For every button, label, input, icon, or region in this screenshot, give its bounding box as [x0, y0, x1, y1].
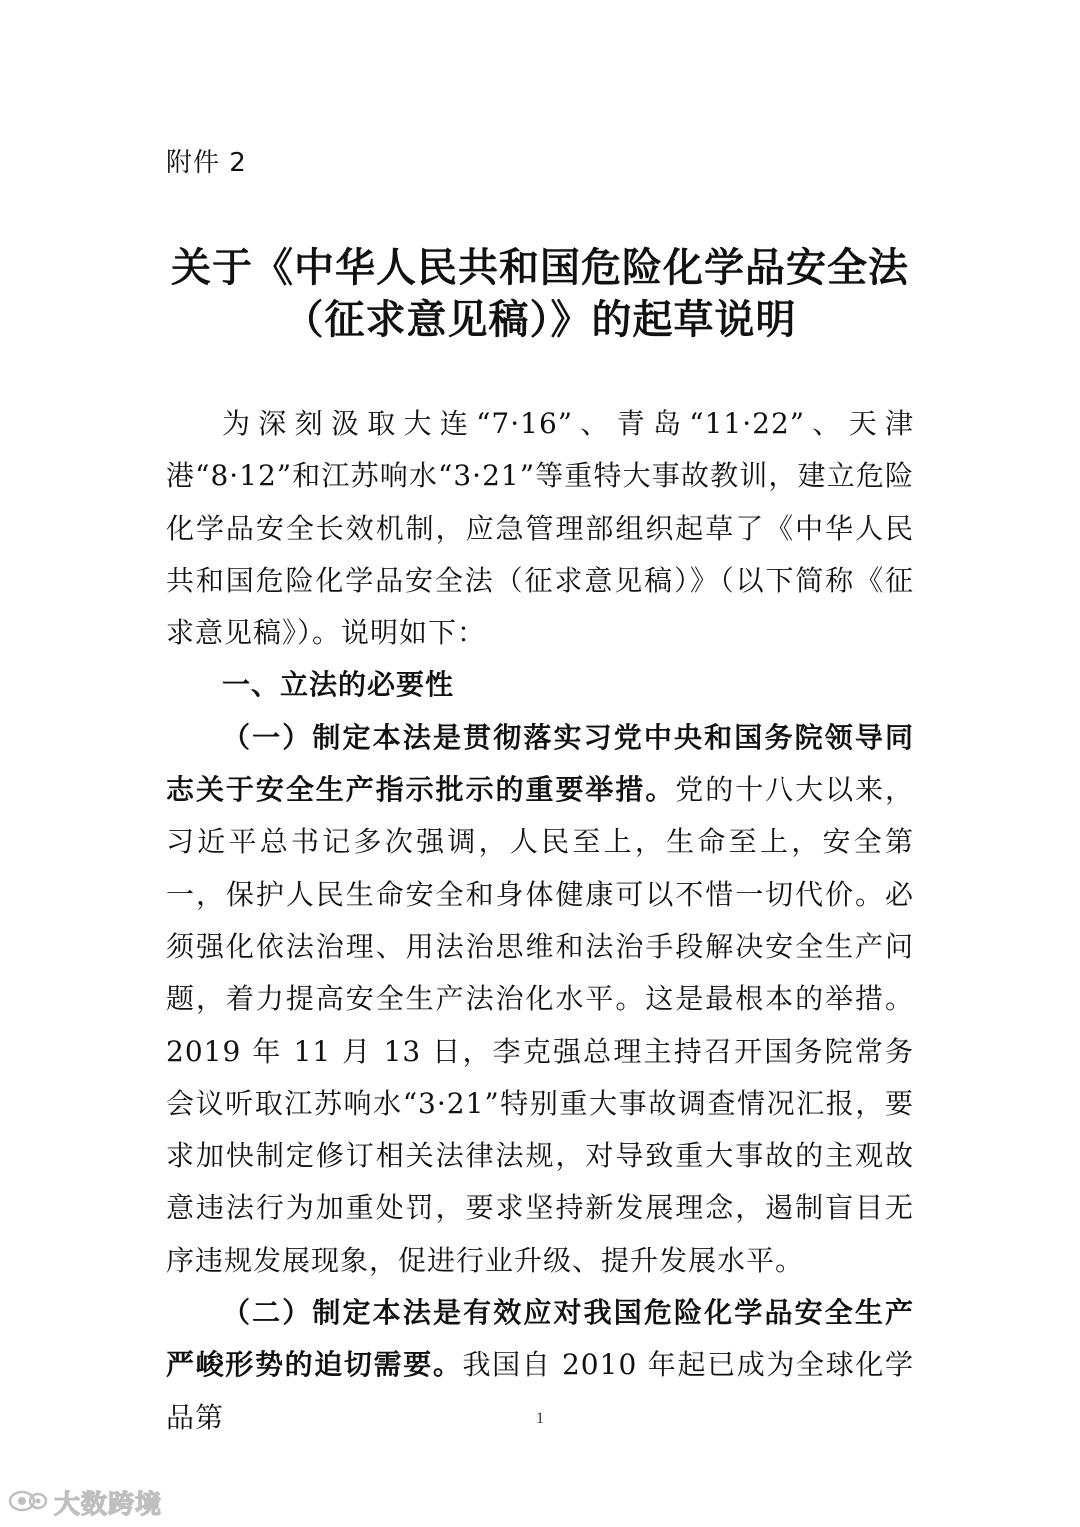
page-number: 1 — [536, 1410, 544, 1427]
watermark-text: 大数跨境 — [54, 1490, 163, 1520]
watermark — [8, 1484, 162, 1521]
intro-paragraph: 为深刻汲取大连“7·16”、青岛“11·22”、天津港“8·12”和江苏响水“3·21”等重特大事故教训，建立危险化学品安全长效机制，应急管理部组织起草了《中华人民共和国危险化学品安全法（征求意见稿）》（以下简称《征求意见稿》）。说明如下： — [166, 407, 914, 650]
attachment-label: 附件 2 — [166, 148, 247, 178]
document-title-line-2: （征求意见稿）》的起草说明 — [283, 296, 797, 343]
eye-logo-icon — [8, 1488, 48, 1518]
point-two-text: 我国自 2010 年起已成为全球化学品第 — [166, 1348, 914, 1434]
document-title-line-1: 关于《中华人民共和国危险化学品安全法 — [171, 244, 909, 291]
point-one-text: 党的十八大以来，习近平总书记多次强调，人民至上，生命至上，安全第一，保护人民生命安全和身体健康可以不惜一切代价。必须强化依法治理、用法治思维和法治手段解决安全生产问题，着力提高安全生产法治化水平。这是最根本的举措。2019 年 11 月 13 日，李克强总理主持召开国务院常务会议听取江苏响水“3·21”特别重大事故调查情况汇报，要求加快制定修订相关法律法规，对导致重大事故的主观故意违法行为加重处罚，要求坚持新发展理念，遏制盲目无序违规发展现象，促进行业升级、提升发展水平。 — [166, 773, 914, 1277]
document-body — [166, 398, 914, 1444]
point-one-lead: （一）制定本法是贯彻落实习党中央和国务院领导同志关于安全生产指示批示的重要举措。 — [166, 720, 914, 807]
point-two-lead: （二）制定本法是有效应对我国危险化学品安全生产严峻形势的迫切需要。 — [166, 1296, 914, 1382]
section-heading: 一、立法的必要性 — [222, 668, 455, 702]
point-one-paragraph — [166, 712, 914, 1287]
